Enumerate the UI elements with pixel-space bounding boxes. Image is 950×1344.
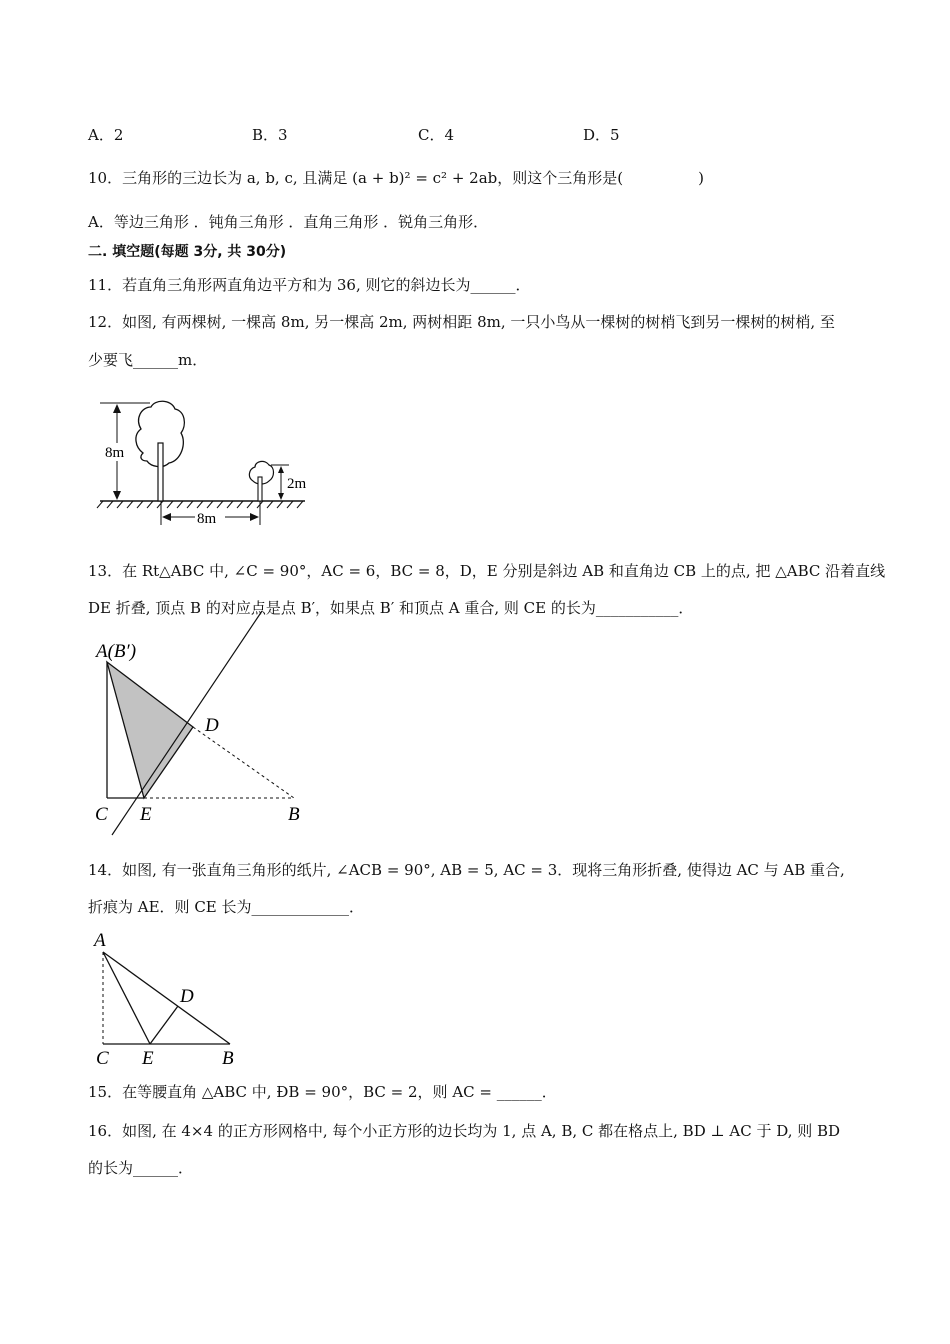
q9-option-c: C．4 bbox=[418, 126, 455, 144]
tall-height-label: 8m bbox=[105, 445, 125, 461]
label-e: E bbox=[142, 1048, 154, 1069]
label-a-bprime: A(B′) bbox=[96, 641, 137, 662]
q12-question-line1: 12．如图, 有两棵树, 一棵高 8m, 另一棵高 2m, 两树相距 8m, 一只小鸟从一棵树的树梢飞到另一棵树的树梢, 至 bbox=[88, 313, 835, 331]
q15-question: 15．在等腰直角 △ABC 中, ÐB = 90°，BC = 2，则 AC = ______． bbox=[88, 1083, 557, 1101]
tall-tree-icon bbox=[136, 401, 184, 501]
q16-question-line1: 16．如图, 在 4×4 的正方形网格中, 每个小正方形的边长均为 1, 点 A, B, C 都在格点上, BD ⊥ AC 于 D, 则 BD bbox=[88, 1122, 841, 1140]
label-c: C bbox=[95, 804, 108, 825]
q14-fold-figure bbox=[90, 928, 250, 1068]
q9-option-a: A．2 bbox=[88, 126, 124, 144]
label-b: B bbox=[288, 804, 300, 825]
label-d: D bbox=[180, 986, 194, 1007]
label-d: D bbox=[205, 715, 219, 736]
short-height-label: 2m bbox=[287, 476, 307, 492]
q13-question-line1: 13．在 Rt△ABC 中, ∠C = 90°，AC = 6，BC = 8，D，E 分别是斜边 AB 和直角边 CB 上的点, 把 △ABC 沿着直线 bbox=[88, 562, 886, 580]
q14-question-line2: 折痕为 AE．则 CE 长为_____________． bbox=[88, 898, 365, 916]
distance-label: 8m bbox=[197, 511, 217, 527]
label-c: C bbox=[96, 1048, 109, 1069]
q12-tree-figure bbox=[95, 395, 315, 530]
section-heading: 二. 填空题(每题 3分, 共 30分) bbox=[88, 244, 287, 260]
q13-question-line2: DE 折叠, 顶点 B 的对应点是点 B′，如果点 B′ 和顶点 A 重合, 则 CE 的长为___________． bbox=[88, 599, 694, 617]
q11-question: 11．若直角三角形两直角边平方和为 36, 则它的斜边长为______． bbox=[88, 276, 531, 294]
q13-fold-figure bbox=[90, 635, 320, 835]
short-tree-icon bbox=[249, 461, 273, 501]
q9-option-b: B．3 bbox=[252, 126, 288, 144]
q10-options: A．等边三角形 ．钝角三角形 ．直角三角形 ．锐角三角形． bbox=[88, 213, 489, 231]
label-a: A bbox=[94, 930, 106, 951]
q14-question-line1: 14．如图, 有一张直角三角形的纸片, ∠ACB = 90°, AB = 5, AC = 3．现将三角形折叠, 使得边 AC 与 AB 重合, bbox=[88, 861, 845, 879]
label-b: B bbox=[222, 1048, 234, 1069]
label-e: E bbox=[140, 804, 152, 825]
q12-question-line2: 少要飞______m． bbox=[88, 351, 208, 369]
q9-option-d: D．5 bbox=[583, 126, 620, 144]
q16-question-line2: 的长为______． bbox=[88, 1159, 194, 1177]
q10-question: 10．三角形的三边长为 a, b, c, 且满足 (a + b)² = c² + 2ab，则这个三角形是( ) bbox=[88, 169, 704, 187]
